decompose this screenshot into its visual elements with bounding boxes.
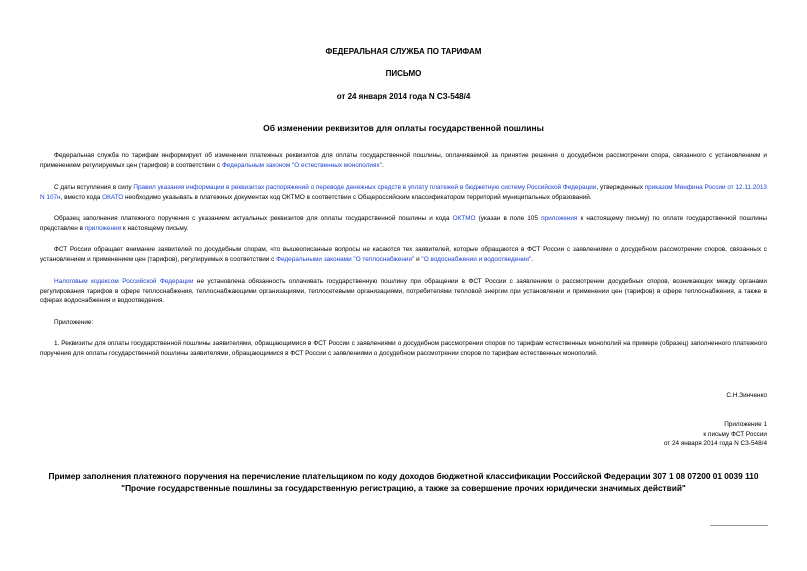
paragraph-2: С даты вступления в силу Правил указания информации в реквизитах распоряжений о переводе денежных средств в уплату платежей в бюджетную систему Российской Федерации, утвержденных приказом Минфина России от 12.11.2013 N 107н, вместо кода ОКАТО необходимо указывать в платежных документах код ОКТМО в соответствии с Общероссийским классификатором территорий муниципальных образований. xyxy=(40,184,767,201)
link-natural-monopolies-law[interactable]: Федеральным законом "О естественных монополиях" xyxy=(221,161,382,169)
doc-date-number: от 24 января 2014 года N СЗ-548/4 xyxy=(336,92,471,101)
paragraph-5: Налоговым кодексом Российской Федерации не установлена обязанность оплачивать государственную пошлину при обращении в ФСТ России с заявлением о рассмотрении досудебных споров, возникающих между органами регулирования тарифов в сфере теплоснабжения, теплоснабжающими организациями, теплосетевыми организациями, потребителями тепловой энергии при установлении и применении цен (тарифов) в сфере теплоснабжения, а также в сферах водоснабжения и водоотведения. xyxy=(40,278,767,304)
divider xyxy=(710,525,768,526)
paragraph-appendix-item: 1. Реквизиты для оплаты государственной пошлины заявителями, обращающимися в ФСТ России с заявлениями о досудебном рассмотрении споров по тарифам естественных монополий на примере (образец) заполненного платежного поручения для оплаты государственной пошлины заявителями, обращающимися в ФСТ России с заявлениями о досудебном рассмотрении споров по тарифам естественных монополий. xyxy=(40,340,767,357)
link-appendix[interactable]: приложения xyxy=(541,215,578,222)
paragraph-1: Федеральная служба по тарифам информирует об изменении платежных реквизитов для оплаты государственной пошлины, оплачиваемой за принятие решения о досудебном рассмотрении спора, связанного с установлением и применением регулируемых цен (тарифов) в соответствии с Федеральным законом "О естественных монополиях". xyxy=(40,152,767,169)
paragraph-appendix-label: Приложение: xyxy=(54,319,94,326)
agency-title: ФЕДЕРАЛЬНАЯ СЛУЖБА ПО ТАРИФАМ xyxy=(325,47,482,56)
appendix-header xyxy=(664,420,767,449)
link-oktmo[interactable]: ОКТМО xyxy=(452,215,476,222)
paragraph-3: Образец заполнения платежного поручения с указанием актуальных реквизитов для оплаты государственной пошлины и кода ОКТМО (указан в поле 105 приложения к настоящему письму) по оплате государственной пошлины представлен в приложении к настоящему письму. xyxy=(40,215,767,232)
payment-order-example-title: Пример заполнения платежного поручения на перечисление плательщиком по коду доходов бюджетной классификации Российской Федерации 307 1 08 07200 01 0039 110 "Прочие государственные пошлины за государственную регистрацию, а также за совершение прочих юридически значимых действий" xyxy=(48,471,759,493)
letter-subject: Об изменении реквизитов для оплаты государственной пошлины xyxy=(263,123,544,133)
doc-type: ПИСЬМО xyxy=(385,69,422,78)
link-water-supply-law[interactable]: "О водоснабжении и водоотведении" xyxy=(421,255,532,263)
paragraph-4: ФСТ России обращает внимание заявителей по досудебным спорам, что вышеописанные вопросы не касаются тех заявителей, которые обращаются в ФСТ России с заявлениями о досудебном рассмотрении споров, связанных с установлением и применением цен (тарифов), регулируемых в соответствии с Федеральными законами "О теплоснабжении" и "О водоснабжении и водоотведении". xyxy=(40,246,767,263)
appendix-line-3: от 24 января 2014 года N СЗ-548/4 xyxy=(663,440,767,447)
appendix-line-2: к письму ФСТ России xyxy=(703,430,767,438)
link-tax-code[interactable]: Налоговым кодексом Российской Федерации xyxy=(54,278,194,285)
appendix-line-1: Приложение 1 xyxy=(724,421,767,428)
signature: С.Н.Зинченко xyxy=(726,392,767,399)
link-heat-supply-law[interactable]: Федеральными законами "О теплоснабжении" xyxy=(276,255,415,263)
link-appendix-2[interactable]: приложении xyxy=(84,224,122,232)
link-payment-rules[interactable]: Правил указания информации в реквизитах распоряжений о переводе денежных средств в уплату платежей в бюджетную систему Российской Федерации xyxy=(133,184,597,191)
link-okato[interactable]: ОКАТО xyxy=(102,193,124,201)
link-minfin-order[interactable]: приказом Минфина России от 12.11.2013 N 107н xyxy=(40,184,767,201)
